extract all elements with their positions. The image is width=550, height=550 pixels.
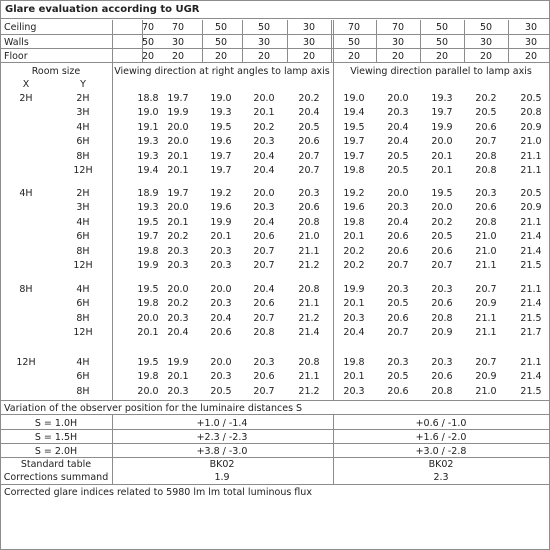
ugr-value: 21.2 (298, 386, 320, 397)
column-divider (464, 20, 465, 63)
ugr-value: 20.2 (167, 231, 189, 242)
column-divider (287, 20, 288, 63)
ugr-value: 19.7 (137, 231, 159, 242)
ugr-value: 20.6 (387, 386, 409, 397)
ugr-value: 21.1 (520, 357, 542, 368)
footer-note: Corrected glare indices related to 5980 lm lm total luminous flux (4, 487, 312, 498)
ugr-value: 19.8 (343, 357, 365, 368)
ugr-value: 20.8 (475, 217, 497, 228)
room-y-value: 6H (76, 231, 90, 242)
reflectance-value: 20 (524, 51, 538, 62)
ugr-value: 20.3 (210, 371, 232, 382)
ugr-value: 19.7 (210, 151, 232, 162)
ugr-value: 19.5 (137, 284, 159, 295)
ugr-value: 20.1 (431, 165, 453, 176)
ugr-value: 20.7 (387, 327, 409, 338)
row-divider (1, 457, 549, 458)
ugr-value: 20.5 (387, 165, 409, 176)
ugr-value: 20.0 (253, 93, 275, 104)
ugr-value: 20.9 (520, 122, 542, 133)
ugr-value: 21.4 (520, 231, 542, 242)
ugr-value: 21.0 (520, 136, 542, 147)
room-y-value: 4H (76, 357, 90, 368)
ugr-value: 20.0 (431, 202, 453, 213)
room-y-value: 6H (76, 371, 90, 382)
row-divider (1, 62, 549, 63)
column-divider (112, 414, 113, 484)
ugr-value: 21.0 (475, 231, 497, 242)
ugr-value: 19.5 (137, 357, 159, 368)
reflectance-value: 70 (141, 22, 155, 33)
reflectance-value: 50 (479, 22, 493, 33)
ugr-value: 19.3 (137, 151, 159, 162)
room-y-value: 2H (76, 93, 90, 104)
reflectance-label: Ceiling (4, 22, 37, 33)
variation-row-label: S = 1.5H (34, 432, 78, 443)
variation-right-angles-value: +3.8 / -3.0 (196, 446, 248, 457)
ugr-value: 20.6 (387, 246, 409, 257)
room-size-label: Room size (31, 66, 81, 77)
reflectance-label: Walls (4, 37, 29, 48)
row-divider (1, 429, 549, 430)
ugr-value: 19.9 (167, 357, 189, 368)
room-y-value: 12H (73, 327, 93, 338)
ugr-value: 20.7 (253, 386, 275, 397)
room-y-value: 3H (76, 107, 90, 118)
ugr-value: 19.3 (210, 107, 232, 118)
ugr-value: 21.4 (520, 246, 542, 257)
ugr-value: 20.3 (167, 260, 189, 271)
standard-table-right-angles: BK02 (209, 459, 235, 470)
ugr-value: 19.3 (137, 202, 159, 213)
ugr-value: 20.8 (298, 284, 320, 295)
ugr-value: 20.3 (210, 260, 232, 271)
ugr-value: 20.3 (253, 136, 275, 147)
column-divider (508, 20, 509, 63)
ugr-value: 19.9 (431, 122, 453, 133)
variation-parallel-value: +0.6 / -1.0 (415, 418, 467, 429)
ugr-value: 19.6 (210, 202, 232, 213)
ugr-value: 20.1 (167, 151, 189, 162)
ugr-value: 20.4 (253, 165, 275, 176)
ugr-value: 19.9 (343, 284, 365, 295)
ugr-value: 20.7 (298, 165, 320, 176)
reflectance-value: 20 (479, 51, 493, 62)
ugr-value: 19.3 (137, 136, 159, 147)
room-y-value: 4H (76, 284, 90, 295)
room-y-value: 12H (73, 260, 93, 271)
ugr-value: 20.6 (298, 136, 320, 147)
ugr-value: 20.3 (431, 284, 453, 295)
corrections-right-angles: 1.9 (214, 472, 230, 483)
ugr-value: 21.4 (298, 327, 320, 338)
ugr-value: 19.5 (343, 122, 365, 133)
ugr-value: 20.6 (298, 202, 320, 213)
ugr-value: 21.0 (475, 386, 497, 397)
ugr-value: 20.4 (167, 327, 189, 338)
room-y-value: 8H (76, 246, 90, 257)
row-divider (1, 443, 549, 444)
reflectance-value: 70 (347, 22, 361, 33)
ugr-value: 20.3 (253, 202, 275, 213)
reflectance-value: 20 (214, 51, 228, 62)
reflectance-value: 30 (524, 37, 538, 48)
variation-parallel-value: +1.6 / -2.0 (415, 432, 467, 443)
reflectance-label: Floor (4, 51, 28, 62)
ugr-value: 19.7 (167, 188, 189, 199)
ugr-value: 20.9 (475, 298, 497, 309)
ugr-value: 20.1 (343, 231, 365, 242)
variation-row-label: S = 1.0H (34, 418, 78, 429)
reflectance-value: 20 (391, 51, 405, 62)
ugr-value: 20.8 (298, 357, 320, 368)
ugr-value: 20.8 (431, 386, 453, 397)
ugr-value: 19.8 (137, 298, 159, 309)
reflectance-value: 30 (479, 37, 493, 48)
ugr-value: 20.6 (431, 246, 453, 257)
ugr-value: 19.2 (210, 188, 232, 199)
room-x-value: 4H (19, 188, 33, 199)
ugr-value: 21.2 (298, 313, 320, 324)
ugr-value: 20.3 (387, 107, 409, 118)
ugr-value: 20.2 (167, 298, 189, 309)
ugr-value: 19.7 (343, 136, 365, 147)
ugr-value: 19.8 (137, 246, 159, 257)
ugr-value: 19.9 (210, 217, 232, 228)
ugr-value: 18.9 (137, 188, 159, 199)
room-x-value: 12H (16, 357, 36, 368)
ugr-value: 20.2 (431, 217, 453, 228)
ugr-value: 20.7 (253, 313, 275, 324)
standard-table-label: Standard table (20, 459, 92, 470)
ugr-value: 21.4 (520, 371, 542, 382)
ugr-value: 20.3 (210, 246, 232, 257)
ugr-value: 20.4 (343, 327, 365, 338)
ugr-value: 20.4 (253, 217, 275, 228)
reflectance-value: 50 (257, 22, 271, 33)
ugr-value: 20.5 (431, 231, 453, 242)
reflectance-value: 50 (214, 22, 228, 33)
ugr-value: 20.0 (167, 122, 189, 133)
ugr-value: 20.8 (298, 217, 320, 228)
ugr-value: 20.5 (520, 93, 542, 104)
ugr-value: 19.5 (431, 188, 453, 199)
ugr-value: 20.3 (475, 188, 497, 199)
ugr-value: 19.6 (210, 136, 232, 147)
ugr-value: 20.5 (210, 386, 232, 397)
ugr-value: 20.8 (475, 165, 497, 176)
column-divider (202, 20, 203, 63)
row-divider (1, 484, 549, 485)
ugr-value: 20.1 (167, 217, 189, 228)
row-divider (1, 34, 549, 35)
variation-right-angles-value: +1.0 / -1.4 (196, 418, 248, 429)
x-axis-label: X (22, 79, 30, 90)
ugr-value: 20.1 (431, 151, 453, 162)
ugr-value: 19.0 (210, 93, 232, 104)
reflectance-value: 30 (302, 37, 316, 48)
ugr-value: 20.7 (253, 246, 275, 257)
ugr-value: 21.1 (520, 165, 542, 176)
ugr-value: 20.3 (167, 313, 189, 324)
ugr-value: 19.0 (137, 107, 159, 118)
reflectance-value: 50 (435, 37, 449, 48)
ugr-value: 20.4 (387, 122, 409, 133)
ugr-value: 21.0 (475, 246, 497, 257)
y-axis-label: Y (80, 79, 86, 90)
ugr-value: 20.2 (343, 246, 365, 257)
ugr-value: 20.5 (387, 298, 409, 309)
ugr-value: 20.0 (167, 202, 189, 213)
ugr-value: 20.8 (475, 151, 497, 162)
ugr-value: 20.1 (343, 371, 365, 382)
ugr-value: 20.5 (475, 107, 497, 118)
ugr-value: 18.8 (137, 93, 159, 104)
reflectance-value: 30 (524, 22, 538, 33)
ugr-value: 20.9 (475, 371, 497, 382)
ugr-value: 20.3 (167, 386, 189, 397)
ugr-value: 19.4 (343, 107, 365, 118)
ugr-value: 21.4 (520, 298, 542, 309)
row-divider (1, 414, 549, 415)
ugr-value: 19.8 (137, 371, 159, 382)
variation-label: Variation of the observer position for the luminaire distances S (4, 403, 303, 414)
ugr-value: 20.3 (298, 188, 320, 199)
room-x-value: 8H (19, 284, 33, 295)
ugr-value: 19.8 (343, 165, 365, 176)
ugr-value: 21.5 (520, 260, 542, 271)
column-divider (331, 20, 332, 63)
ugr-value: 20.9 (431, 327, 453, 338)
room-y-value: 6H (76, 298, 90, 309)
standard-table-parallel: BK02 (428, 459, 454, 470)
ugr-value: 20.7 (298, 151, 320, 162)
ugr-value: 20.2 (298, 93, 320, 104)
direction-parallel-label: Viewing direction parallel to lamp axis (350, 66, 532, 77)
ugr-value: 20.2 (475, 93, 497, 104)
reflectance-value: 20 (435, 51, 449, 62)
ugr-value: 21.1 (520, 217, 542, 228)
ugr-value: 20.0 (431, 136, 453, 147)
room-y-value: 8H (76, 313, 90, 324)
ugr-value: 20.0 (137, 313, 159, 324)
ugr-value: 20.0 (387, 93, 409, 104)
ugr-value: 20.1 (210, 231, 232, 242)
ugr-value: 20.0 (210, 284, 232, 295)
reflectance-value: 20 (257, 51, 271, 62)
corrections-parallel: 2.3 (433, 472, 449, 483)
column-divider (142, 20, 143, 63)
ugr-value: 20.7 (475, 136, 497, 147)
ugr-value: 19.0 (343, 93, 365, 104)
ugr-value: 20.4 (210, 313, 232, 324)
ugr-value: 20.6 (253, 298, 275, 309)
corrections-label: Corrections summand (3, 472, 109, 483)
reflectance-value: 20 (171, 51, 185, 62)
ugr-value: 20.6 (431, 371, 453, 382)
ugr-value: 19.4 (137, 165, 159, 176)
column-divider (376, 20, 377, 63)
ugr-value: 20.1 (167, 371, 189, 382)
ugr-value: 20.6 (475, 122, 497, 133)
ugr-value: 19.1 (137, 122, 159, 133)
reflectance-value: 50 (347, 37, 361, 48)
ugr-value: 20.7 (387, 260, 409, 271)
ugr-value: 20.0 (387, 188, 409, 199)
reflectance-value: 30 (257, 37, 271, 48)
column-divider (112, 20, 113, 400)
column-divider (333, 20, 334, 400)
ugr-value: 20.7 (253, 260, 275, 271)
room-y-value: 3H (76, 202, 90, 213)
ugr-value: 20.2 (343, 260, 365, 271)
variation-right-angles-value: +2.3 / -2.3 (196, 432, 248, 443)
direction-right-angles-label: Viewing direction at right angles to lamp axis (114, 66, 330, 77)
ugr-value: 20.0 (167, 136, 189, 147)
ugr-value: 20.1 (137, 327, 159, 338)
reflectance-value: 30 (302, 22, 316, 33)
ugr-value: 21.0 (298, 231, 320, 242)
ugr-value: 20.4 (387, 136, 409, 147)
ugr-value: 20.4 (298, 107, 320, 118)
reflectance-value: 50 (435, 22, 449, 33)
ugr-value: 20.6 (387, 231, 409, 242)
ugr-value: 20.6 (253, 231, 275, 242)
ugr-value: 19.8 (343, 217, 365, 228)
ugr-value: 20.0 (253, 188, 275, 199)
ugr-value: 21.1 (475, 313, 497, 324)
ugr-value: 20.3 (387, 202, 409, 213)
ugr-value: 20.5 (387, 371, 409, 382)
reflectance-value: 70 (391, 22, 405, 33)
ugr-value: 21.7 (520, 327, 542, 338)
ugr-value: 21.1 (520, 284, 542, 295)
ugr-value: 20.3 (167, 246, 189, 257)
ugr-value: 20.6 (475, 202, 497, 213)
ugr-value: 20.2 (253, 122, 275, 133)
ugr-value: 20.1 (343, 298, 365, 309)
ugr-value: 20.4 (253, 284, 275, 295)
room-y-value: 8H (76, 151, 90, 162)
reflectance-value: 20 (141, 51, 155, 62)
ugr-value: 20.6 (253, 371, 275, 382)
ugr-value: 19.7 (167, 93, 189, 104)
ugr-value: 21.5 (520, 386, 542, 397)
ugr-value: 21.1 (475, 327, 497, 338)
ugr-value: 20.3 (343, 386, 365, 397)
ugr-value: 19.6 (343, 202, 365, 213)
ugr-value: 20.0 (167, 284, 189, 295)
ugr-value: 21.1 (298, 371, 320, 382)
variation-parallel-value: +3.0 / -2.8 (415, 446, 467, 457)
table-title: Glare evaluation according to UGR (1, 1, 549, 19)
column-divider (242, 20, 243, 63)
room-y-value: 6H (76, 136, 90, 147)
ugr-value: 20.8 (253, 327, 275, 338)
ugr-value: 20.6 (210, 327, 232, 338)
ugr-value: 20.5 (520, 188, 542, 199)
column-divider (333, 414, 334, 484)
ugr-value: 21.1 (520, 151, 542, 162)
ugr-value: 19.5 (137, 217, 159, 228)
ugr-value: 20.9 (520, 202, 542, 213)
room-y-value: 4H (76, 217, 90, 228)
ugr-value: 21.1 (298, 298, 320, 309)
ugr-value: 20.7 (431, 260, 453, 271)
ugr-value: 20.8 (431, 313, 453, 324)
ugr-value: 19.5 (210, 122, 232, 133)
ugr-value: 20.3 (431, 357, 453, 368)
ugr-value: 19.7 (210, 165, 232, 176)
ugr-value: 20.4 (253, 151, 275, 162)
variation-row-label: S = 2.0H (34, 446, 78, 457)
ugr-value: 20.7 (475, 357, 497, 368)
reflectance-value: 20 (347, 51, 361, 62)
column-divider (420, 20, 421, 63)
ugr-value: 20.1 (167, 165, 189, 176)
room-y-value: 8H (76, 386, 90, 397)
ugr-value: 21.2 (298, 260, 320, 271)
reflectance-value: 50 (141, 37, 155, 48)
ugr-value: 20.8 (520, 107, 542, 118)
ugr-value: 20.3 (387, 284, 409, 295)
ugr-value: 21.1 (298, 246, 320, 257)
ugr-value: 20.4 (387, 217, 409, 228)
ugr-value: 20.5 (387, 151, 409, 162)
ugr-value: 20.1 (253, 107, 275, 118)
ugr-value: 19.7 (431, 107, 453, 118)
ugr-value: 20.7 (475, 284, 497, 295)
ugr-value: 19.9 (137, 260, 159, 271)
ugr-value: 20.3 (387, 357, 409, 368)
reflectance-value: 30 (391, 37, 405, 48)
room-y-value: 4H (76, 122, 90, 133)
ugr-value: 20.5 (298, 122, 320, 133)
reflectance-value: 20 (302, 51, 316, 62)
ugr-value: 20.6 (387, 313, 409, 324)
reflectance-value: 50 (214, 37, 228, 48)
row-divider (1, 48, 549, 49)
ugr-value: 21.5 (520, 313, 542, 324)
ugr-value: 19.3 (431, 93, 453, 104)
ugr-value: 20.3 (210, 298, 232, 309)
ugr-value: 20.6 (431, 298, 453, 309)
ugr-value: 21.1 (475, 260, 497, 271)
ugr-value: 19.9 (167, 107, 189, 118)
reflectance-value: 30 (171, 37, 185, 48)
room-y-value: 2H (76, 188, 90, 199)
ugr-value: 20.3 (253, 357, 275, 368)
ugr-value: 20.0 (137, 386, 159, 397)
room-y-value: 12H (73, 165, 93, 176)
reflectance-value: 70 (171, 22, 185, 33)
ugr-value: 20.3 (343, 313, 365, 324)
ugr-value: 20.0 (210, 357, 232, 368)
ugr-value: 19.7 (343, 151, 365, 162)
row-divider (1, 400, 549, 401)
room-x-value: 2H (19, 93, 33, 104)
ugr-value: 19.2 (343, 188, 365, 199)
